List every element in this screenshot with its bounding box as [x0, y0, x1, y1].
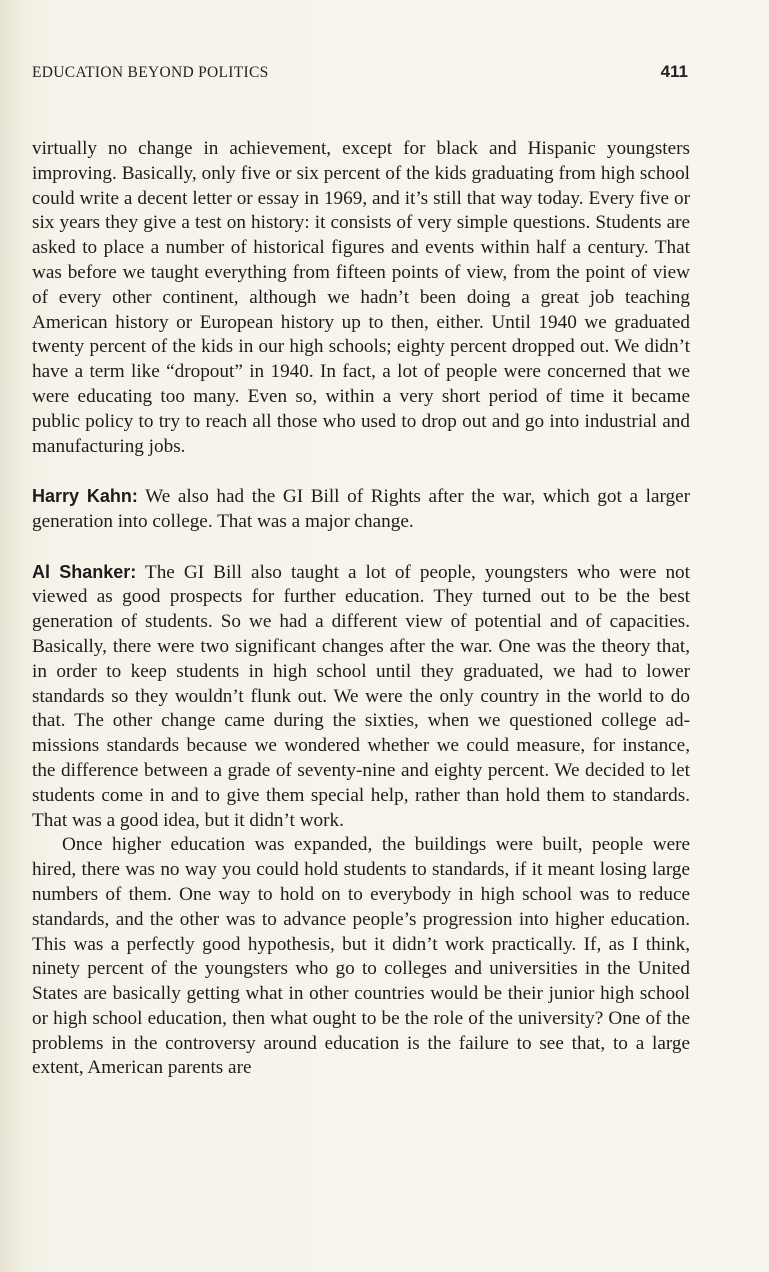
- paragraph-2: [32, 484, 690, 535]
- running-head: EDUCATION BEYOND POLITICS: [32, 64, 269, 81]
- paragraph-3-text: The GI Bill also taught a lot of people, youngsters who were not viewed as good prospects for further education. They turned out to be the best generation of students. So we had a different view of potential and of capacities. Basically, there were two significant changes after the war. One was the theory that, in order to keep students in high school until they graduated, we had to lower standards so they wouldn’t flunk out. We were the only country in the world to do that. The other change came during the sixties, when we questioned college admissions standards because we wondered whether we could measure, for instance, the difference between a grade of seventy-nine and eighty percent. We decided to let students come in and to give them special help, rather than hold them to standards. That was a good idea, but it didn’t work.: [32, 561, 690, 831]
- body-text: [32, 137, 690, 1081]
- speaker-name: Harry Kahn:: [32, 486, 138, 507]
- page-number: 411: [660, 62, 688, 81]
- paragraph-4: Once higher education was expanded, the buildings were built, people were hired, there was no way you could hold students to standards, if it meant losing large numbers of them. One way to hold on to everybody in high school was to reduce standards, and the other was to advance people’s progression into higher education. This was a perfectly good hypothesis, but it didn’t work practically. If, as I think, ninety percent of the youngsters who go to colleges and universities in the United States are basically getting what in other countries would be their junior high school or high school education, then what ought to be the role of the university? One of the problems in the controversy around education is the failure to see that, to a large extent, American parents are: [32, 834, 690, 1079]
- paragraph-2-text: We also had the GI Bill of Rights after the war, which got a larger generation into college. That was a major change.: [32, 486, 691, 532]
- paragraph-1: virtually no change in achievement, except for black and Hispanic youngsters improving. Basically, only five or six percent of the kids graduating from high school could write a decent letter or essay in 1969, and it’s still that way today. Every five or six years they give a test on history: it consists of very simple questions. Students are asked to place a number of historical figures and events within half a century. That was before we taught everything from fifteen points of view, from the point of view of every other continent, although we hadn’t been doing a great job teaching American history or European history up to then, either. Until 1940 we graduated twenty percent of the kids in our high schools; eighty percent dropped out. We didn’t have a term like “dropout” in 1940. In fact, a lot of people were concerned that we were educating too many. Even so, within a very short period of time it became public policy to try to reach all those who used to drop out and go into industrial and manufacturing jobs.: [32, 138, 690, 457]
- speaker-name: Al Shanker:: [32, 561, 137, 582]
- paragraph-3: [32, 560, 690, 834]
- page-header: [32, 64, 688, 88]
